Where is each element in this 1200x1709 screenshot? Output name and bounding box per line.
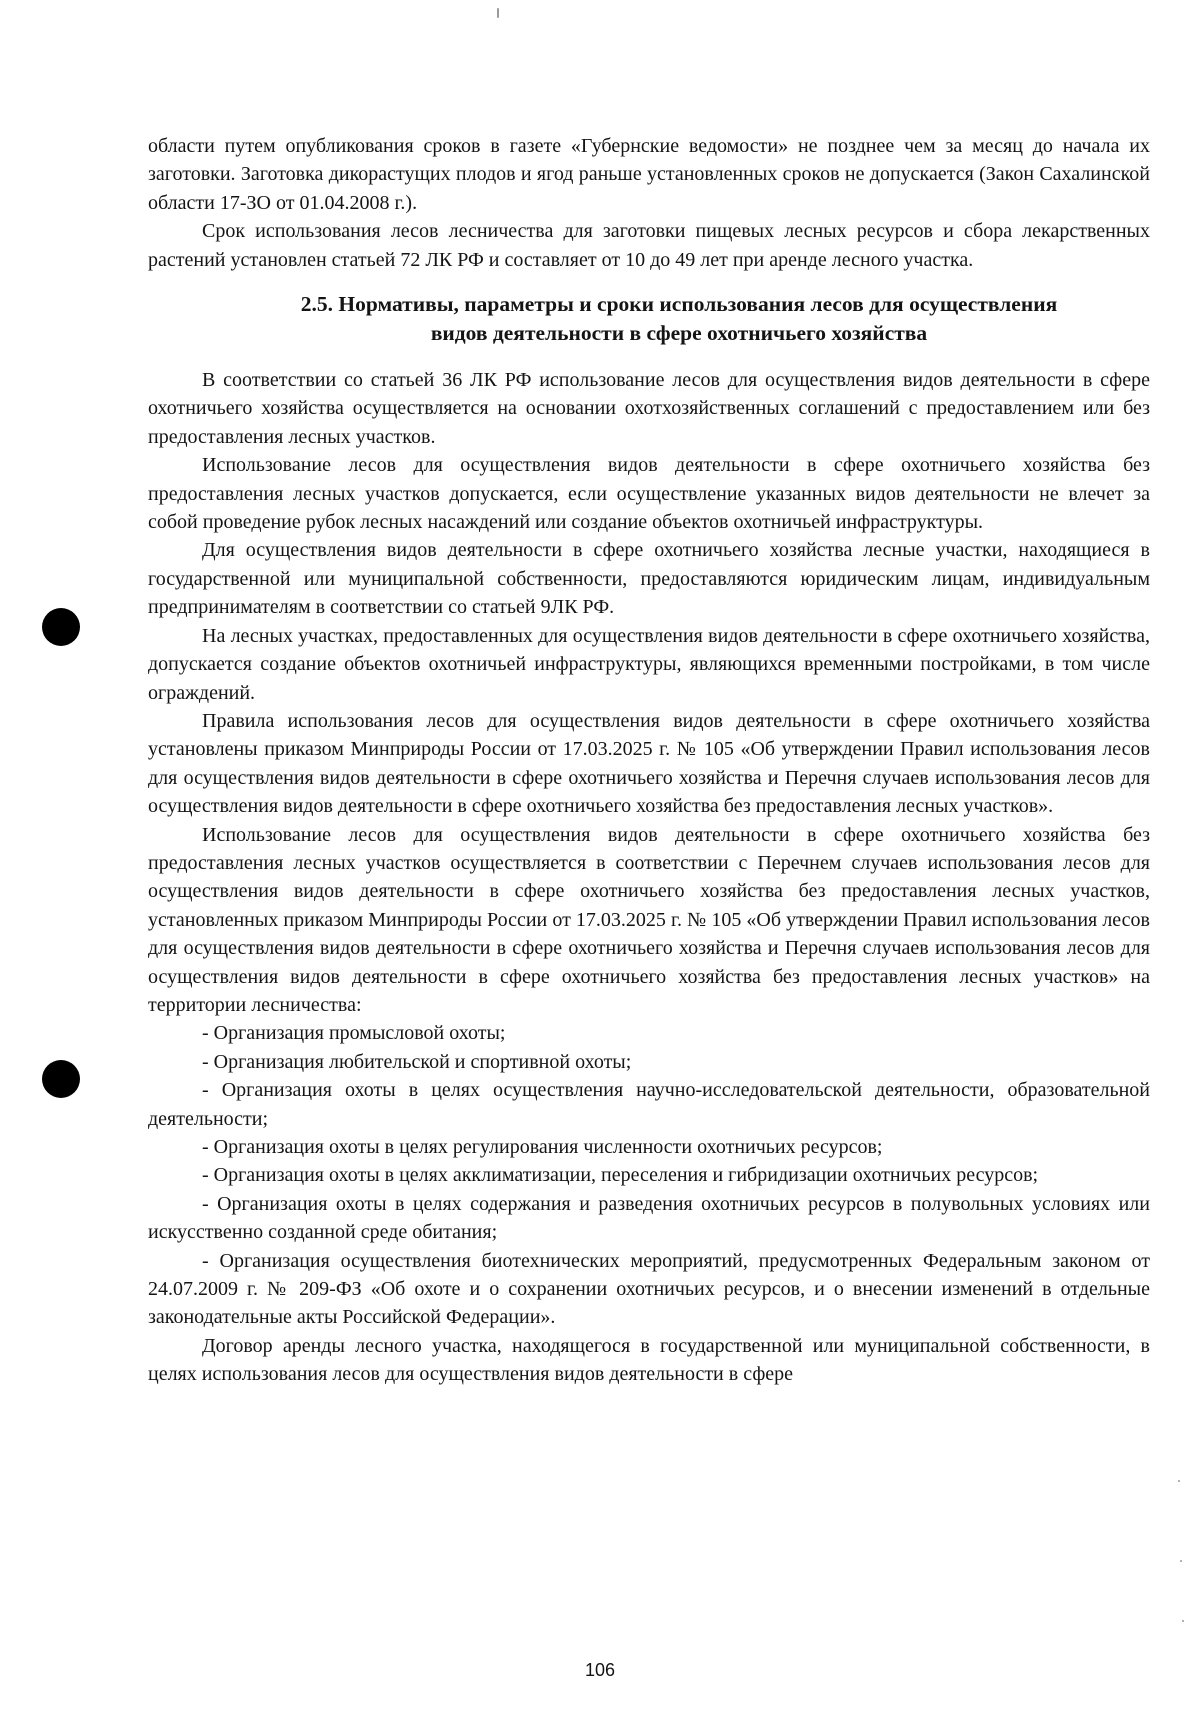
scan-speck bbox=[1178, 1480, 1180, 1482]
intro-paragraph-2: Срок использования лесов лесничества для заготовки пищевых лесных ресурсов и сбора лекарственных растений установлен статьей 72 ЛК РФ и составляет от 10 до 49 лет при аренде лесного участка. bbox=[148, 220, 1150, 271]
closing-paragraph: Договор аренды лесного участка, находящегося в государственной или муниципальной собственности, в целях использования лесов для осуществления видов деятельности в сфере bbox=[148, 1334, 1150, 1386]
list-item-5: - Организация охоты в целях акклиматизации, переселения и гибридизации охотничьих ресурсов; bbox=[202, 1164, 1039, 1187]
intro-paragraph-1: области путем опубликования сроков в газете «Губернские ведомости» не позднее чем за месяц до начала их заготовки. Заготовка дикорастущих плодов и ягод раньше установленных сроков не допускается (Закон Сахалинской области 17-ЗО от 01.04.2008 г.). bbox=[148, 135, 1150, 214]
scan-speck bbox=[1180, 1560, 1182, 1562]
list-item-4: - Организация охоты в целях регулирования численности охотничьих ресурсов; bbox=[202, 1136, 883, 1158]
body-paragraph-5: Правила использования лесов для осуществления видов деятельности в сфере охотничьего хозяйства установлены приказом Минприроды России от 17.03.2025 г. № 105 «Об утверждении Правил использования лесов для осуществления видов деятельности в сфере охотничьего хозяйства и Перечня случаев использования лесов для осуществления видов деятельности в сфере охотничьего хозяйства без предоставления лесных участков». bbox=[148, 709, 1150, 818]
binder-hole-top bbox=[42, 608, 80, 646]
section-heading bbox=[148, 290, 1150, 348]
page-number: 106 bbox=[584, 1660, 616, 1680]
list-item-3: - Организация охоты в целях осуществления научно-исследовательской деятельности, образовательной деятельности; bbox=[148, 1079, 1150, 1130]
list-item-7: - Организация осуществления биотехнических мероприятий, предусмотренных Федеральным законом от 24.07.2009 г. № 209-ФЗ «Об охоте и о сохранении охотничьих ресурсов, и о внесении изменений в отдельные законодательные акты Российской Федерации». bbox=[148, 1249, 1150, 1329]
list-item-1: - Организация промысловой охоты; bbox=[202, 1022, 506, 1045]
list-item-6: - Организация охоты в целях содержания и разведения охотничьих ресурсов в полувольных условиях или искусственно созданной среде обитания; bbox=[148, 1192, 1150, 1244]
scan-speck bbox=[497, 8, 499, 18]
body-paragraph-1: В соответствии со статьей 36 ЛК РФ использование лесов для осуществления видов деятельности в сфере охотничьего хозяйства осуществляется на основании охотхозяйственных соглашений с предоставлением или без предоставления лесных участков. bbox=[148, 369, 1150, 448]
binder-hole-bottom bbox=[42, 1060, 80, 1098]
list-item-2: - Организация любительской и спортивной охоты; bbox=[202, 1050, 632, 1073]
body-paragraph-2: Использование лесов для осуществления видов деятельности в сфере охотничьего хозяйства без предоставления лесных участков допускается, если осуществление указанных видов деятельности не влечет за собой проведение рубок лесных насаждений или создание объектов охотничьей инфраструктуры. bbox=[148, 454, 1150, 534]
section-heading-line-1: 2.5. Нормативы, параметры и сроки использования лесов для осуществления bbox=[300, 292, 1058, 317]
document-page bbox=[148, 132, 1150, 1389]
section-heading-line-2: видов деятельности в сфере охотничьего хозяйства bbox=[430, 321, 928, 346]
body-paragraph-4: На лесных участках, предоставленных для осуществления видов деятельности в сфере охотничьего хозяйства, допускается создание объектов охотничьей инфраструктуры, являющихся временными постройками, в том числе ограждений. bbox=[148, 624, 1150, 704]
scan-speck bbox=[1182, 1620, 1184, 1622]
body-paragraph-6: Использование лесов для осуществления видов деятельности в сфере охотничьего хозяйства без предоставления лесных участков осуществляется в соответствии с Перечнем случаев использования лесов для осуществления видов деятельности в сфере охотничьего хозяйства без предоставления лесных участков, установленных приказом Минприроды России от 17.03.2025 г. № 105 «Об утверждении Правил использования лесов для осуществления видов деятельности в сфере охотничьего хозяйства и Перечня случаев использования лесов для осуществления видов деятельности в сфере охотничьего хозяйства без предоставления лесных участков» на территории лесничества: bbox=[148, 823, 1150, 1016]
body-paragraph-3: Для осуществления видов деятельности в сфере охотничьего хозяйства лесные участки, находящиеся в государственной или муниципальной собственности, предоставляются юридическим лицам, индивидуальным предпринимателям в соответствии со статьей 9ЛК РФ. bbox=[148, 539, 1150, 619]
